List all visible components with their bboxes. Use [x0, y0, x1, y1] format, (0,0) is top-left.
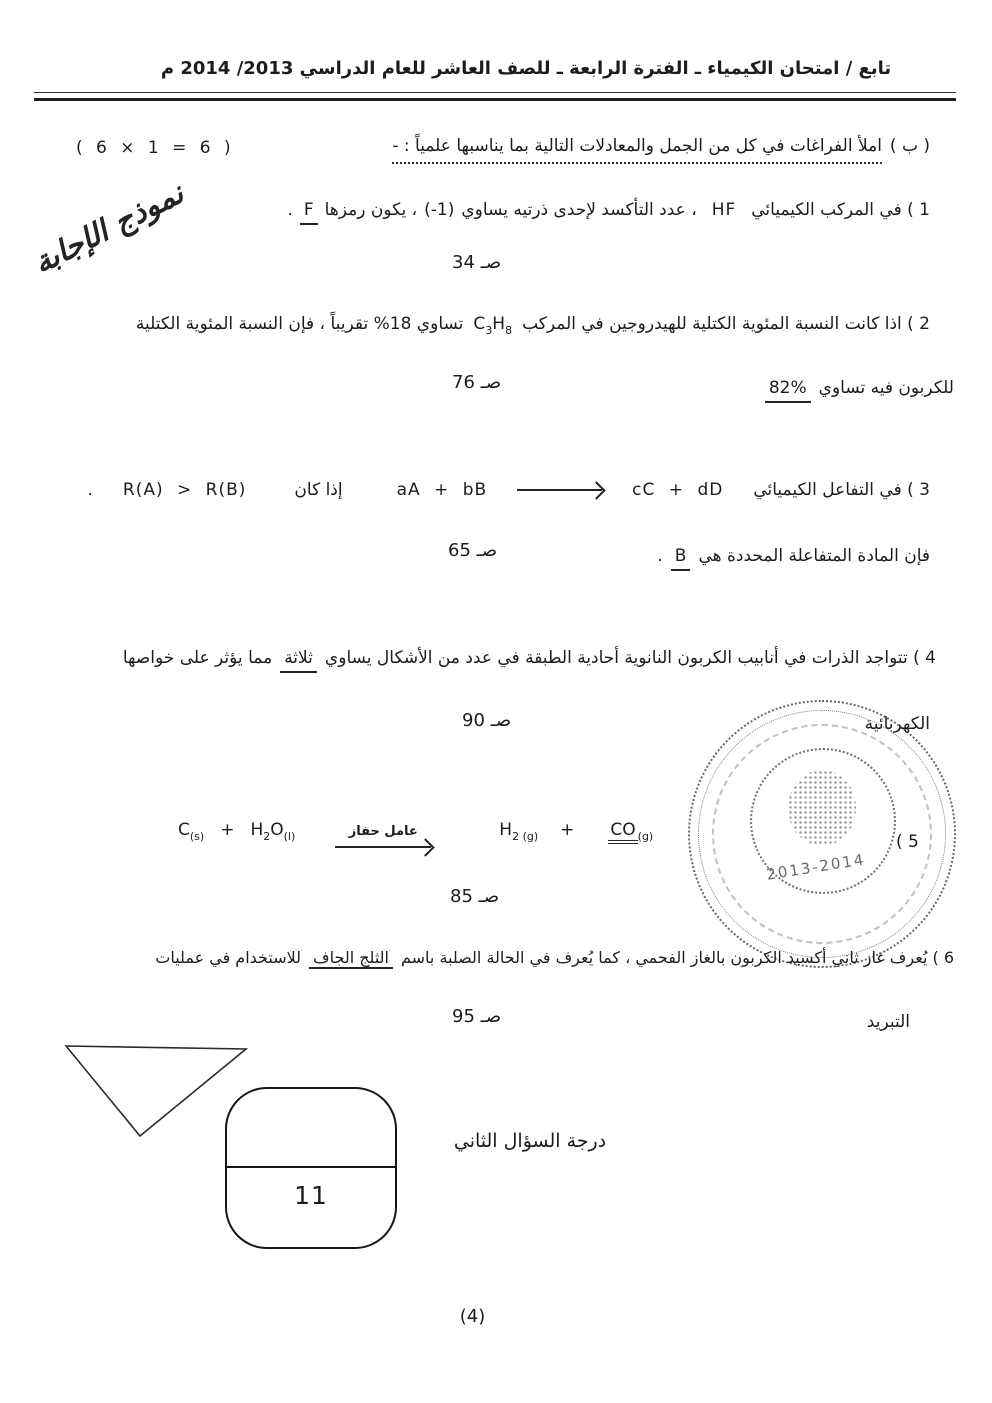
q2-answer-blank: 82%	[765, 376, 811, 403]
q5-page-reference: صـ 85	[450, 886, 500, 907]
q2-page-reference: صـ 76	[452, 372, 502, 393]
score-label: درجة السؤال الثاني	[453, 1130, 607, 1152]
q1-page-reference: صـ 34	[452, 252, 502, 273]
page-title: تابع / امتحان الكيمياء ـ الفترة الرابعة ـ للصف العاشر للعام الدراسي 2013/ 2014 م	[160, 58, 892, 79]
q5-catalyst-arrow-block	[335, 823, 431, 848]
q2-formula-c: C	[473, 314, 486, 334]
q2-formula-c3h8	[473, 312, 512, 339]
q5-water-h: H	[250, 820, 264, 840]
q5-answer-blank: CO	[608, 820, 637, 844]
official-seal-stamp	[688, 700, 956, 968]
q1-answer-blank: F	[300, 198, 318, 225]
q4-answer-blank: ثلاثة	[280, 646, 317, 673]
q2-text-suffix: تساوي 18% تقريباً ، فإن النسبة المئوية الكتلية	[135, 314, 464, 334]
q3-answer-blank: B	[671, 544, 691, 571]
q1-text-prefix: 1 ) في المركب الكيميائي	[751, 200, 930, 220]
q3-condition-text: إذا كان	[294, 480, 343, 500]
q1-text-middle: ، عدد التأكسد لإحدى ذرتيه يساوي	[461, 200, 697, 220]
q3-rate-relation: R(A) > R(B)	[122, 480, 247, 500]
q6-answer-blank: الثلج الجاف	[309, 948, 393, 969]
q2-formula-h: H	[492, 314, 506, 334]
q4-page-reference: صـ 90	[462, 710, 512, 731]
q3-line2-text: فإن المادة المتفاعلة المحددة هي	[698, 546, 930, 566]
q6-page-reference: صـ 95	[452, 1006, 502, 1027]
q5-answer-co	[608, 818, 653, 845]
q5-product1-state: 2 (g)	[512, 830, 539, 843]
q3-period: .	[87, 480, 93, 500]
q4-line2-text: الكهربائية	[864, 714, 930, 734]
q4-text-prefix: 4 ) تتواجد الذرات في أنابيب الكربون النانوية أحادية الطبقة في عدد من الأشكال يساوي	[324, 648, 936, 668]
q5-reactant1-symbol: C	[178, 820, 190, 840]
q5-product1-symbol: H	[499, 820, 513, 840]
instruction-bullet: ( ب )	[889, 136, 930, 156]
q2-text-prefix: 2 ) اذا كانت النسبة المئوية الكتلية للهيدروجين في المركب	[522, 314, 930, 334]
q5-water-state: (l)	[283, 830, 296, 843]
score-box	[225, 1087, 397, 1249]
q6-text-suffix: للاستخدام في عمليات	[155, 948, 302, 967]
q3-label: 3 ) في التفاعل الكيميائي	[753, 480, 930, 500]
q3-page-reference: صـ 65	[448, 540, 498, 561]
q3-products: cC + dD	[632, 480, 724, 500]
q5-water-o: O	[270, 820, 284, 840]
q3-reactants: aA + bB	[396, 480, 488, 500]
q1-formula-hf: HF	[711, 200, 737, 220]
q1-text-middle2: ، يكون رمزها	[324, 200, 418, 220]
q5-catalyst-label: عامل حفاز	[348, 824, 418, 839]
q1-period: .	[287, 200, 293, 220]
q5-reactant1-state: (s)	[189, 830, 205, 843]
q6-text-prefix: 6 ) يُعرف غاز ثاني أكسيد الكربون بالغاز الفحمي ، كما يُعرف في الحالة الصلبة باسم	[401, 948, 954, 967]
header-divider	[34, 92, 956, 101]
marks-note: ( 6 × 1 = 6 )	[76, 138, 235, 158]
q5-product-hydrogen	[499, 818, 538, 845]
q5-reactant-carbon	[178, 818, 204, 845]
q5-reactant-water	[250, 818, 295, 845]
q5-number-marker: 5 )	[896, 832, 919, 852]
q2-formula-h-sub: 8	[505, 324, 513, 337]
q5-plus-sign-2: +	[560, 820, 575, 840]
q3-reaction-arrow	[517, 489, 602, 491]
footer-page-number: (4)	[459, 1306, 486, 1327]
q2-line2-text: للكربون فيه تساوي	[818, 378, 954, 398]
score-box-divider	[227, 1166, 395, 1168]
q4-text-suffix: مما يؤثر على خواصها	[122, 648, 273, 668]
q5-answer-state: (g)	[637, 830, 654, 843]
q3-line2-period: .	[657, 546, 663, 566]
q5-plus-sign-1: +	[220, 820, 235, 840]
q6-line2-text: التبريد	[866, 1012, 910, 1032]
q5-reaction-arrow	[335, 846, 431, 848]
score-value: 11	[294, 1181, 328, 1210]
q1-oxidation-number: (-1)	[424, 200, 455, 220]
stamp-year-text: 2013-2014	[765, 850, 867, 884]
q2-formula-c-sub: 3	[485, 324, 493, 337]
stamp-emblem	[788, 770, 856, 846]
answer-model-watermark: نموذج الإجابة	[28, 175, 190, 282]
instruction-text: املأ الفراغات في كل من الجمل والمعادلات التالية بما يناسبها علمياً : -	[392, 134, 882, 164]
q5-water-h-sub: 2	[263, 830, 271, 843]
